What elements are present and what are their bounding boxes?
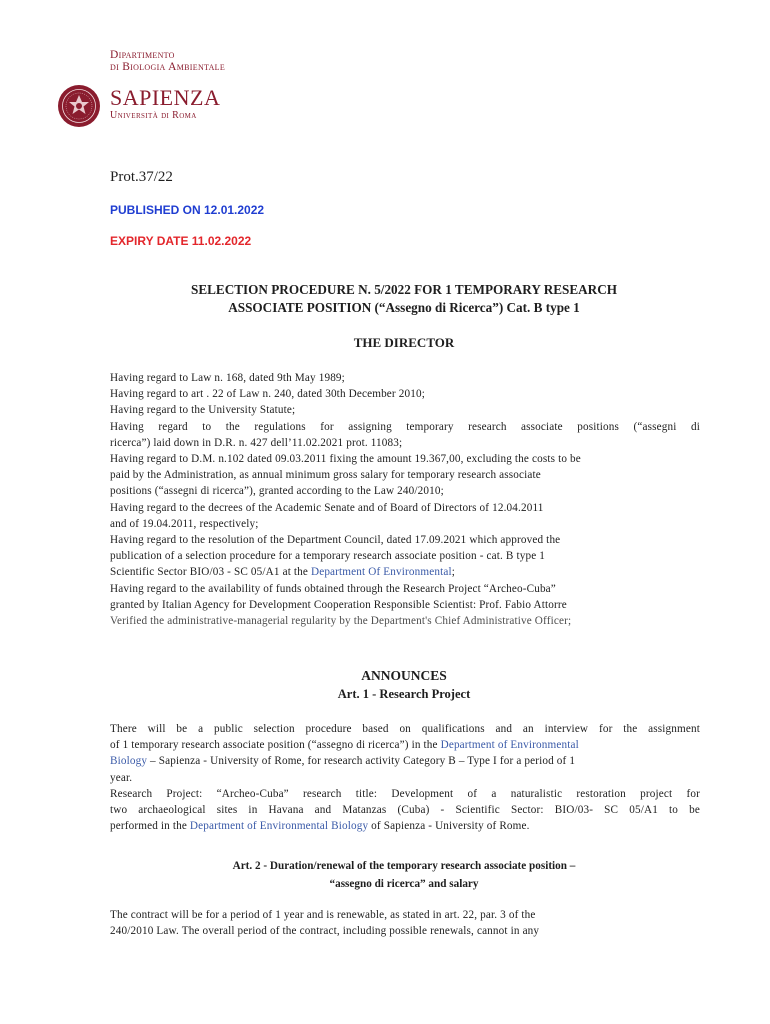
department-reference: Department of Environmental Biology (189, 820, 369, 833)
recital-line: Having regard to the University Statute; (110, 404, 296, 417)
article-text: of Sapienza - University of Rome. (368, 820, 530, 833)
article-2-heading-line-2: “assegno di ricerca” and salary (329, 878, 479, 890)
department-reference: Department of Environmental (440, 739, 579, 752)
sapienza-wordmark (110, 87, 220, 121)
department-reference: Department Of Environmental (310, 566, 452, 579)
article-line: The contract will be for a period of 1 year and is renewable, as stated in art. 22, par. 3 of the (110, 909, 536, 921)
published-date: PUBLISHED ON 12.01.2022 (110, 203, 265, 217)
article-line (110, 737, 700, 753)
brand-name: SAPIENZA (110, 85, 221, 110)
article-line: year. (110, 771, 133, 784)
article-2-body (110, 907, 700, 939)
recital-line: granted by Italian Agency for Development Cooperation Responsible Scientist: Prof. Fabio Attorre (110, 598, 567, 611)
recital-line: Having regard to the regulations for assigning temporary research associate positions (“assegni di (110, 420, 700, 433)
article-2-heading-line-1: Art. 2 - Duration/renewal of the temporary research associate position – (232, 860, 576, 872)
recital-line: Having regard to Law n. 168, dated 9th May 1989; (110, 372, 345, 384)
director-heading: THE DIRECTOR (353, 335, 455, 350)
sapienza-seal-logo (57, 84, 101, 128)
recital-text: ; (451, 566, 455, 579)
recital-line: Having regard to the resolution of the Department Council, dated 17.09.2021 which approved the (110, 534, 561, 547)
department-reference: Biology (110, 755, 148, 768)
recital-line: publication of a selection procedure for a temporary research associate position - cat. B type 1 (110, 550, 546, 563)
recital-line: Having regard to art . 22 of Law n. 240, dated 30th December 2010; (110, 388, 425, 401)
article-line (110, 818, 700, 834)
recital-line: Verified the administrative-managerial regularity by the Department's Chief Administrative Officer; (110, 615, 572, 628)
brand-subtitle: Università di Roma (110, 110, 197, 121)
recital-text: Scientific Sector BIO/03 - SC 05/A1 at the (110, 566, 311, 579)
department-line-1: Dipartimento (110, 49, 175, 61)
title-line-1: SELECTION PROCEDURE N. 5/2022 FOR 1 TEMPORARY RESEARCH (191, 282, 617, 297)
expiry-date: EXPIRY DATE 11.02.2022 (110, 234, 252, 248)
recital-line: and of 19.04.2011, respectively; (110, 517, 259, 530)
article-1-body (110, 721, 700, 834)
announces-heading: ANNOUNCES (361, 668, 447, 683)
article-text: of 1 temporary research associate position (“assegno di ricerca”) in the (110, 739, 441, 752)
recital-line: Having regard to the availability of funds obtained through the Research Project “Archeo-Cuba” (110, 582, 556, 595)
article-line (110, 753, 700, 769)
recital-line (110, 564, 700, 580)
department-name (110, 49, 225, 73)
recital-line: Having regard to D.M. n.102 dated 09.03.2011 fixing the amount 19.367,00, excluding the costs to be (110, 453, 581, 466)
article-line: 240/2010 Law. The overall period of the contract, including possible renewals, cannot in any (110, 925, 540, 938)
document-title (110, 281, 698, 317)
article-2-heading (110, 857, 698, 893)
recital-line: ricerca”) laid down in D.R. n. 427 dell’11.02.2021 prot. 11083; (110, 436, 403, 449)
recital-line: paid by the Administration, as annual minimum gross salary for temporary research associate (110, 469, 541, 482)
recital-line: Having regard to the decrees of the Academic Senate and of Board of Directors of 12.04.2011 (110, 501, 544, 514)
title-line-2: ASSOCIATE POSITION (“Assegno di Ricerca”) Cat. B type 1 (228, 300, 580, 315)
protocol-number: Prot.37/22 (110, 169, 173, 185)
department-line-2: di Biologia Ambientale (110, 61, 226, 73)
article-text: – Sapienza - University of Rome, for research activity Category B – Type I for a period of 1 (147, 755, 576, 768)
article-line: There will be a public selection procedure based on qualifications and an interview for the assignment (110, 723, 700, 735)
article-1-heading: Art. 1 - Research Project (337, 687, 471, 701)
recitals (110, 370, 700, 629)
article-line: Research Project: “Archeo-Cuba” research title: Development of a naturalistic restoration project for (110, 787, 700, 800)
recital-line: positions (“assegni di ricerca”), granted according to the Law 240/2010; (110, 485, 444, 498)
article-text: performed in the (110, 820, 190, 833)
article-line: two archaeological sites in Havana and Matanzas (Cuba) - Scientific Sector: BIO/03- SC 05/A1 to be (110, 804, 700, 817)
